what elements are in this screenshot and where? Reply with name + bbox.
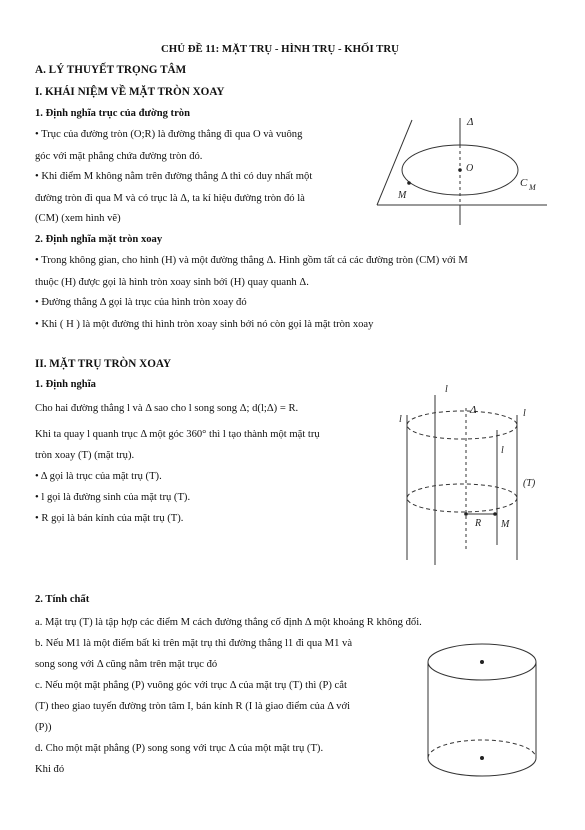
paragraph-surface-line2: thuộc (H) được gọi là hình tròn xoay sinh bởi (H) quay quanh Δ.	[35, 277, 309, 288]
definition-line1: Cho hai đường thẳng l và Δ sao cho l song song Δ; d(l;Δ) = R.	[35, 403, 299, 414]
paragraph-axis-line2: góc với mặt phẳng chứa đường tròn đó.	[35, 151, 203, 162]
property-c-line1: c. Nếu một mặt phẳng (P) vuông góc với trục Δ của mặt trụ (T) thì (P) cắt	[35, 680, 347, 691]
property-a: a. Mặt trụ (T) là tập hợp các điểm M cách đường thẳng cố định Δ một khoảng R không đổi.	[35, 617, 422, 628]
paragraph-point-line3: (CM) (xem hình vẽ)	[35, 213, 121, 224]
figure2-m-label: M	[501, 519, 510, 530]
property-d: d. Cho một mặt phẳng (P) song song với trục Δ của một mặt trụ (T).	[35, 743, 324, 754]
figure2-t-label: (T)	[523, 478, 536, 489]
figure1-delta-label: Δ	[467, 116, 474, 128]
property-d-continued: Khi đó	[35, 764, 65, 775]
section-2-heading: II. MẶT TRỤ TRÒN XOAY	[35, 358, 172, 370]
subsection-1-2-heading: 2. Định nghĩa mặt tròn xoay	[35, 234, 163, 245]
figure1-cm-label: C	[520, 177, 528, 189]
definition-line3: tròn xoay (T) (mặt trụ).	[35, 450, 135, 461]
figure2-l-top-label: l	[445, 384, 448, 395]
figure2-l-right-label: l	[523, 408, 526, 419]
figure-cylinder-surface	[395, 380, 555, 565]
page-title: CHỦ ĐỀ 11: MẶT TRỤ - HÌNH TRỤ - KHỐI TRỤ	[161, 43, 399, 55]
figure-cylinder-solid	[425, 640, 540, 780]
figure2-delta-label: Δ	[470, 404, 477, 416]
paragraph-point-line2: đường tròn đi qua M và có trục là Δ, ta kí hiệu đường tròn đó là	[35, 193, 305, 204]
paragraph-point-line1: • Khi điểm M không nằm trên đường thẳng Δ thì có duy nhất một	[35, 171, 313, 182]
section-1-heading: I. KHÁI NIỆM VỀ MẶT TRÒN XOAY	[35, 86, 225, 98]
definition-line2: Khi ta quay l quanh trục Δ một góc 360° thì l tạo thành một mặt trụ	[35, 429, 320, 440]
bullet-generatrix: • l gọi là đường sinh của mặt trụ (T).	[35, 492, 191, 503]
figure2-l-inner-label: l	[501, 445, 504, 456]
paragraph-surface-of-revolution: • Khi ( H ) là một đường thì hình tròn xoay sinh bởi nó còn gọi là mặt tròn xoay	[35, 319, 374, 330]
property-b-line2: song song với Δ cũng nằm trên mặt trục đó	[35, 659, 218, 670]
figure1-o-label: O	[466, 163, 474, 174]
property-c-line3: (P))	[35, 722, 52, 733]
paragraph-surface-line1: • Trong không gian, cho hình (H) và một đường thẳng Δ. Hình gồm tất cả các đường tròn (CM) với M	[35, 255, 468, 266]
figure2-l-left-label: l	[399, 414, 402, 425]
paragraph-axis-of-figure: • Đường thẳng Δ gọi là trục của hình tròn xoay đó	[35, 297, 247, 308]
property-c-line2: (T) theo giao tuyến đường tròn tâm I, bán kính R (I là giao điểm của Δ với	[35, 701, 351, 712]
bullet-axis: • Δ gọi là trục của mặt trụ (T).	[35, 471, 162, 482]
property-b-line1: b. Nếu M1 là một điểm bất kì trên mặt trụ thì đường thẳng l1 đi qua M1 và	[35, 638, 353, 649]
subsection-2-1-heading: 1. Định nghĩa	[35, 379, 96, 390]
figure1-m-label: M	[398, 190, 407, 201]
bullet-radius: • R gọi là bán kính của mặt trụ (T).	[35, 513, 184, 524]
subsection-1-1-heading: 1. Định nghĩa trục của đường tròn	[35, 108, 190, 119]
paragraph-axis-line1: • Trục của đường tròn (O;R) là đường thẳng đi qua O và vuông	[35, 129, 303, 140]
figure-circle-axis	[372, 110, 562, 235]
figure1-cm-subscript: M	[529, 183, 536, 192]
section-a-heading: A. LÝ THUYẾT TRỌNG TÂM	[35, 64, 187, 76]
figure2-r-label: R	[475, 518, 482, 529]
subsection-2-2-heading: 2. Tính chất	[35, 594, 90, 605]
